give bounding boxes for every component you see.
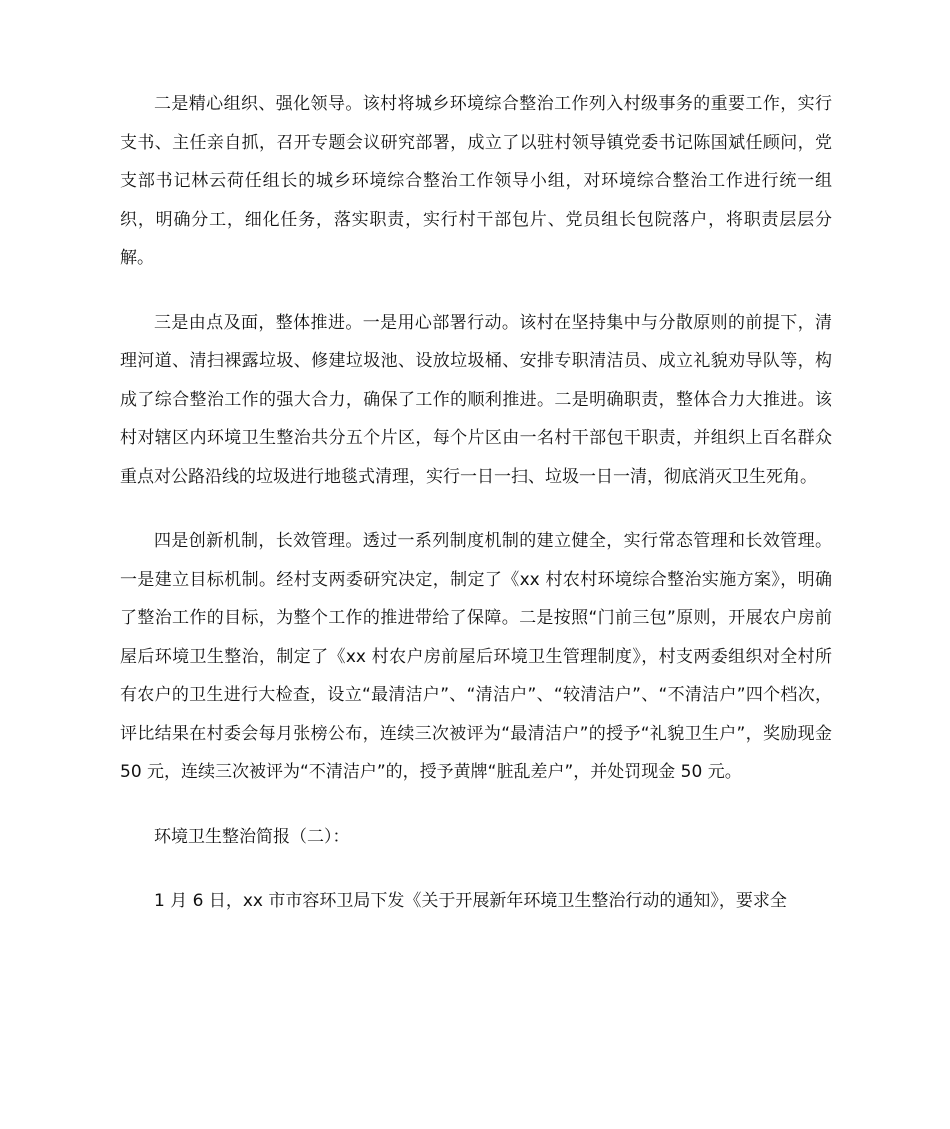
paragraph-overall-progress: 三是由点及面，整体推进。一是用心部署行动。该村在坚持集中与分散原则的前提下，清理河道、清扫裸露垃圾、修建垃圾池、设放垃圾桶、安排专职清洁员、成立礼貌劝导队等，构成了综合整治工作的强大合力，确保了工作的顺利推进。二是明确职责，整体合力大推进。该村对辖区内环境卫生整治共分五个片区，每个片区由一名村干部包干职责，并组织上百名群众重点对公路沿线的垃圾进行地毯式清理，实行一日一扫、垃圾一日一清，彻底消灭卫生死角。 — [120, 312, 832, 487]
document-body — [120, 85, 832, 921]
paragraph-mechanism: 四是创新机制，长效管理。透过一系列制度机制的建立健全，实行常态管理和长效管理。一是建立目标机制。经村支两委研究决定，制定了《xx 村农村环境综合整治实施方案》，明确了整治工作的目标，为整个工作的推进带给了保障。二是按照“门前三包”原则，开展农户房前屋后环境卫生整治，制定了《xx 村农户房前屋后环境卫生管理制度》，村支两委组织对全村所有农户的卫生进行大检查，设立“最清洁户”、“清洁户”、“较清洁户”、“不清洁户”四个档次，评比结果在村委会每月张榜公布，连续三次被评为“最清洁户”的授予“礼貌卫生户”，奖励现金 50 元，连续三次被评为“不清洁户”的，授予黄牌“脏乱差户”，并处罚现金 50 元。 — [120, 531, 832, 782]
section-heading-bulletin-2: 环境卫生整治简报（二）： — [154, 826, 350, 847]
paragraph-organization: 二是精心组织、强化领导。该村将城乡环境综合整治工作列入村级事务的重要工作，实行支书、主任亲自抓，召开专题会议研究部署，成立了以驻村领导镇党委书记陈国斌任顾问，党支部书记林云荷任组长的城乡环境综合整治工作领导小组，对环境综合整治工作进行统一组织，明确分工，细化任务，落实职责，实行村干部包片、党员组长包院落户，将职责层层分解。 — [120, 94, 832, 268]
paragraph-january-notice: 1 月 6 日，xx 市市容环卫局下发《关于开展新年环境卫生整治行动的通知》，要求全 — [154, 891, 787, 911]
